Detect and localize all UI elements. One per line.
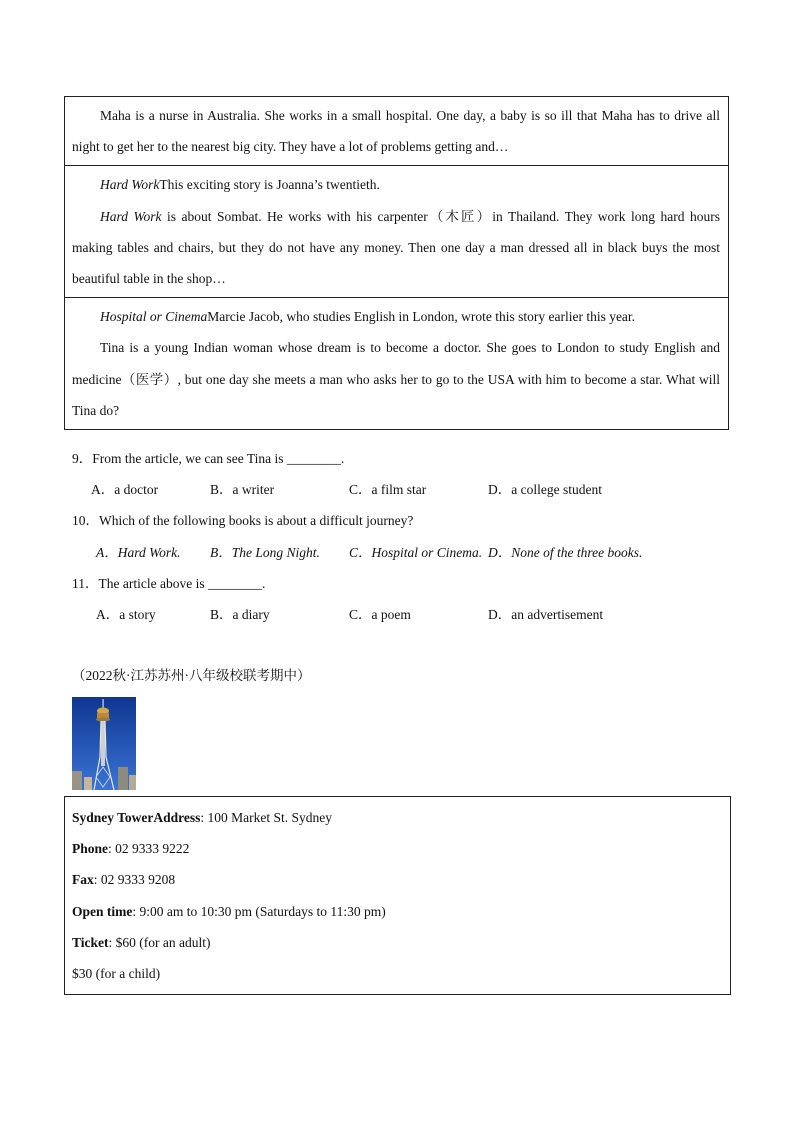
book-title-hard-work: Hard Work (100, 177, 160, 193)
story-hard-work-intro-text: This exciting story is Joanna’s twentieth. (159, 177, 380, 193)
fax-value: : 02 9333 9208 (93, 872, 176, 888)
question-10-option-c-text: C．Hospital or Cinema. (349, 544, 483, 560)
info-open-time (72, 896, 722, 927)
story-hospital-intro-text: Marcie Jacob, who studies English in London, wrote this story earlier this year. (207, 309, 636, 325)
sydney-tower-info-box (64, 796, 731, 995)
book-title-hospital: Hospital or Cinema (100, 309, 208, 325)
question-11-option-c[interactable]: C．a poem (349, 606, 411, 622)
story-hard-work-body (72, 201, 720, 295)
story-hospital-intro (72, 301, 720, 332)
question-9-option-a[interactable]: A．a doctor (91, 482, 159, 498)
address-label: Address (153, 810, 201, 825)
question-10-option-b[interactable] (210, 537, 320, 568)
story-row-hospital (65, 298, 729, 430)
question-11-stem: 11．The article above is ________. (72, 575, 266, 591)
question-10-option-d-text: D．None of the three books. (488, 544, 643, 560)
story-row-hard-work (65, 166, 729, 298)
story-hospital-body: Tina is a young Indian woman whose dream is to become a doctor. She goes to London to study English and medicine（医学）, but one day she meets a man who asks her to go to the USA with him to become a star. What will Tina do? (72, 340, 720, 418)
tower-name-label: Sydney Tower (72, 810, 154, 825)
story-hard-work-intro (72, 169, 720, 200)
question-11-options (72, 599, 732, 630)
info-phone (72, 833, 722, 864)
story-cell-hard-work (65, 166, 729, 298)
info-ticket (72, 927, 722, 958)
question-10-option-d[interactable] (488, 537, 642, 568)
address-value: : 100 Market St. Sydney (200, 810, 333, 825)
info-fax (72, 864, 722, 895)
source-note: （2022秋·江苏苏州·八年级校联考期中） (72, 668, 311, 683)
story-cell-hospital (65, 298, 729, 430)
story-table (64, 96, 729, 430)
question-10-option-c[interactable] (349, 537, 482, 568)
phone-value: : 02 9333 9222 (108, 841, 190, 857)
question-9-stem: 9．From the article, we can see Tina is ________. (72, 451, 345, 466)
fax-label: Fax (72, 872, 94, 888)
story-row-maha (65, 97, 729, 166)
questions-section (72, 443, 732, 630)
question-9-option-d[interactable]: D．a college student (488, 482, 602, 498)
question-10-option-a-text: A．Hard Work. (96, 544, 181, 560)
open-time-label: Open time (72, 903, 133, 919)
question-10-stem: 10．Which of the following books is about a difficult journey? (72, 513, 414, 529)
question-10-option-b-text: B．The Long Night. (210, 544, 320, 560)
question-9-option-c[interactable]: C．a film star (349, 482, 427, 498)
info-name-address (72, 802, 722, 833)
question-9-option-b[interactable]: B．a writer (210, 482, 275, 498)
book-title-hard-work-2: Hard Work (100, 208, 162, 224)
question-10-option-a[interactable] (96, 537, 181, 568)
phone-label: Phone (72, 841, 109, 857)
ticket-label: Ticket (72, 934, 109, 950)
question-11-option-d[interactable]: D．an advertisement (488, 606, 604, 622)
ticket-adult-value: : $60 (for an adult) (108, 934, 211, 950)
open-time-value: : 9:00 am to 10:30 pm (Saturdays to 11:30 pm) (132, 903, 386, 919)
info-ticket-child: $30 (for a child) (72, 965, 161, 981)
story-hard-work-body-text: is about Sombat. He works with his carpenter（木匠）in Thailand. They work long hard hours making tables and chairs, but they do not have any money. Then one day a man dressed all in black buys the most beautiful table in the shop… (72, 208, 720, 287)
story-cell-maha (65, 97, 729, 166)
question-10-options (72, 537, 732, 568)
story-maha-text: Maha is a nurse in Australia. She works in a small hospital. One day, a baby is so ill that Maha has to drive all night to get her to the nearest big city. They have a lot of problems getting and… (72, 108, 720, 155)
question-11-option-b[interactable]: B．a diary (210, 606, 270, 622)
sydney-tower-photo (72, 697, 136, 790)
question-9-options (72, 474, 732, 505)
question-11-option-a[interactable]: A．a story (96, 606, 156, 622)
